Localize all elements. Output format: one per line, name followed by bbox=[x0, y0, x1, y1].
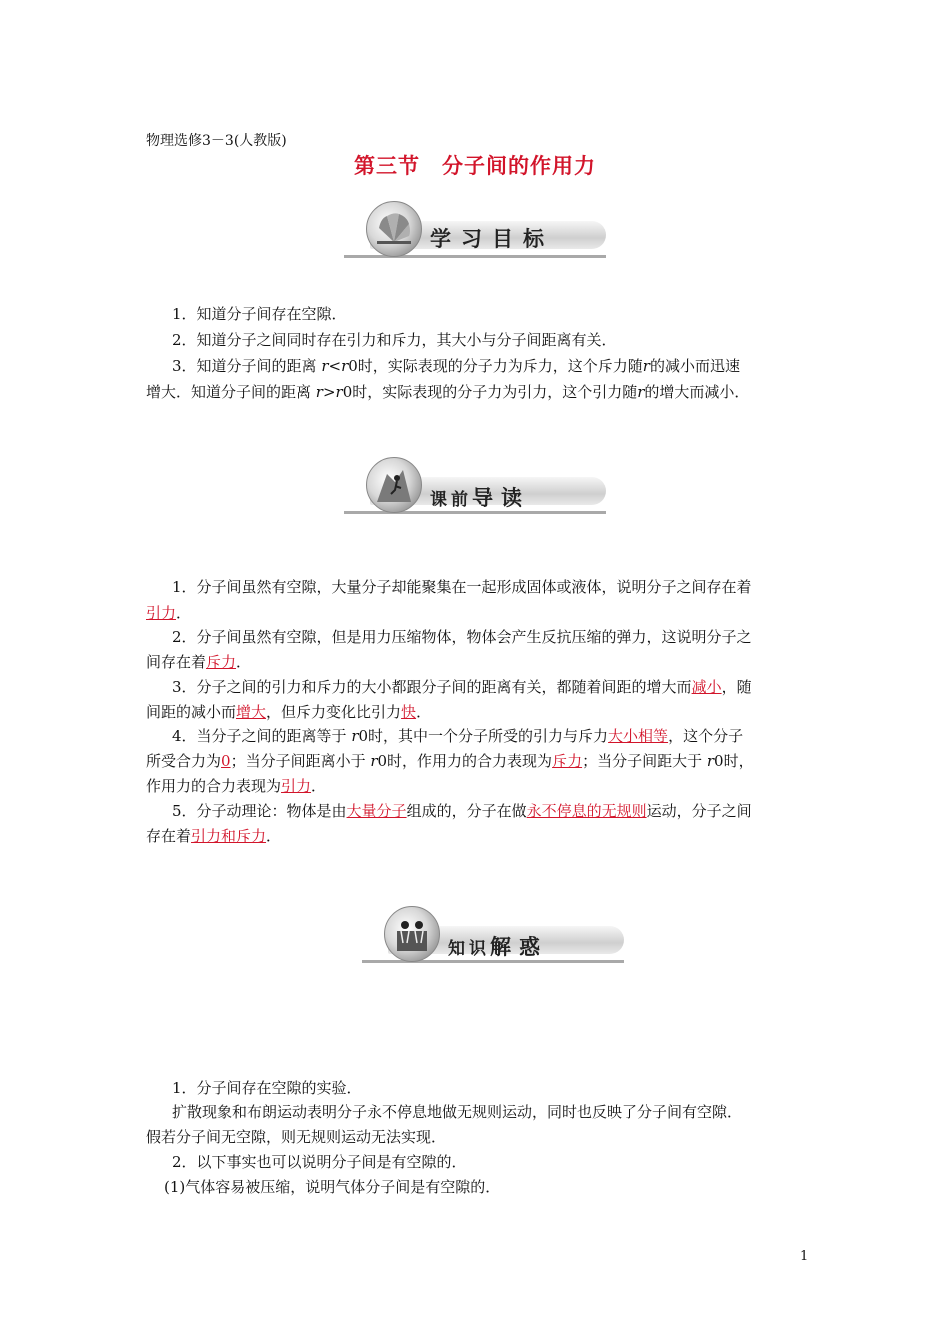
preview-2: 2．分子间虽然有空隙，但是用力压缩物体，物体会产生反抗压缩的弹力，这说明分子之 bbox=[172, 628, 752, 646]
preview-3-continued: 间距的减小而增大，但斥力变化比引力快． bbox=[146, 703, 432, 721]
preview-1-continued: 引力． bbox=[146, 604, 192, 622]
banner-preview-reading bbox=[344, 455, 606, 519]
explain-4: 2．以下事实也可以说明分子间是有空隙的． bbox=[172, 1153, 467, 1171]
banner-learning-objectives bbox=[344, 199, 606, 263]
preview-3: 3．分子之间的引力和斥力的大小都跟分子间的距离有关，都随着间距的增大而减小，随 bbox=[172, 678, 752, 696]
page-number: 1 bbox=[800, 1249, 809, 1264]
section-title: 第三节 分子间的作用力 bbox=[354, 154, 596, 178]
preview-5: 5．分子动理论：物体是由大量分子组成的，分子在做永不停息的无规则运动，分子之间 bbox=[172, 802, 752, 820]
banner-label: 课前导读 bbox=[430, 486, 530, 510]
document-header: 物理选修3－3(人教版) bbox=[146, 133, 287, 149]
explain-2: 扩散现象和布朗运动表明分子永不停息地做无规则运动，同时也反映了分子间有空隙． bbox=[172, 1103, 743, 1121]
objective-1: 1．知道分子间存在空隙． bbox=[172, 305, 347, 323]
figures-icon bbox=[384, 906, 440, 962]
explain-1: 1．分子间存在空隙的实验． bbox=[172, 1079, 362, 1097]
banner-label: 知识解惑 bbox=[448, 935, 548, 959]
preview-1: 1．分子间虽然有空隙，大量分子却能聚集在一起形成固体或液体，说明分子之间存在着 bbox=[172, 578, 752, 596]
fan-icon bbox=[366, 201, 422, 257]
objective-3: 3．知道分子间的距离 r<r0时，实际表现的分子力为斥力，这个斥力随r的减小而迅速 bbox=[172, 357, 740, 375]
explain-5: (1)气体容易被压缩，说明气体分子间是有空隙的． bbox=[164, 1178, 501, 1196]
climber-icon bbox=[366, 457, 422, 513]
preview-4-end: 作用力的合力表现为引力． bbox=[146, 777, 327, 795]
preview-4-continued: 所受合力为0；当分子间距离小于 r0时，作用力的合力表现为斥力；当分子间距大于 r0时， bbox=[146, 752, 754, 770]
explain-3: 假若分子间无空隙，则无规则运动无法实现． bbox=[146, 1128, 447, 1146]
banner-label: 学习目标 bbox=[430, 227, 554, 251]
banner-knowledge-explain bbox=[362, 904, 624, 968]
objective-2: 2．知道分子之间同时存在引力和斥力，其大小与分子间距离有关． bbox=[172, 331, 617, 349]
preview-2-continued: 间存在着斥力． bbox=[146, 653, 252, 671]
objective-3-continued: 增大．知道分子间的距离 r>r0时，实际表现的分子力为引力，这个引力随r的增大而减小． bbox=[146, 383, 750, 401]
preview-5-continued: 存在着引力和斥力． bbox=[146, 827, 282, 845]
preview-4: 4．当分子之间的距离等于 r0时，其中一个分子所受的引力与斥力大小相等，这个分子 bbox=[172, 727, 744, 745]
